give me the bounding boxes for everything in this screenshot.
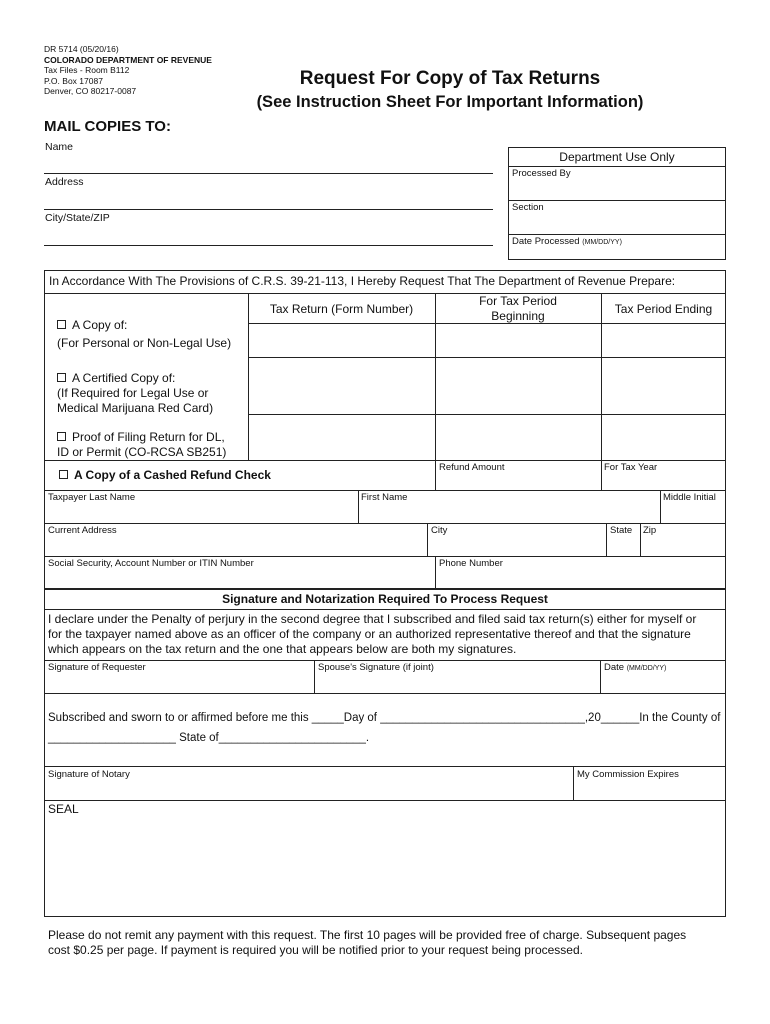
address-field[interactable] xyxy=(44,209,493,210)
proof-of-filing-checkbox[interactable] xyxy=(57,432,66,441)
mailing-address-line1: Tax Files - Room B112 xyxy=(44,65,130,75)
col-period-beginning: For Tax Period Beginning xyxy=(479,294,557,323)
signature-heading: Signature and Notarization Required To Process Request xyxy=(222,592,548,606)
processed-by-label: Processed By xyxy=(512,168,571,179)
refund-check-checkbox[interactable] xyxy=(59,470,68,479)
first-name-label: First Name xyxy=(361,492,408,503)
department-use-heading: Department Use Only xyxy=(559,150,675,164)
seal-area-label: SEAL xyxy=(48,802,79,816)
requester-signature-label: Signature of Requester xyxy=(48,662,146,673)
footer-note: Please do not remit any payment with this request. The first 10 pages will be provided free of charge. Subsequent pages cost $0.25 per page. If payment is required you will be notified prior to your request being processed. xyxy=(48,928,687,957)
taxpayer-last-name-label: Taxpayer Last Name xyxy=(48,492,136,503)
sworn-statement-line1: Subscribed and sworn to or affirmed before me this _____Day of ________________________________,20______In the County of xyxy=(48,712,721,724)
taxpayer-info-table xyxy=(44,490,726,589)
page-title: Request For Copy of Tax Returns xyxy=(299,68,601,89)
option-refund-check[interactable]: A Copy of a Cashed Refund Check xyxy=(59,468,271,483)
col-form-number: Tax Return (Form Number) xyxy=(269,302,414,316)
phone-number-label: Phone Number xyxy=(439,558,503,569)
page-subtitle: (See Instruction Sheet For Important Information) xyxy=(256,93,644,111)
certified-copy-checkbox[interactable] xyxy=(57,373,66,382)
option-proof-of-filing[interactable]: Proof of Filing Return for DL, ID or Permit (CO-RCSA SB251) xyxy=(57,430,227,459)
ssn-label: Social Security, Account Number or ITIN Number xyxy=(48,558,254,569)
form-header-block xyxy=(44,44,264,97)
middle-initial-label: Middle Initial xyxy=(663,492,716,503)
option-certified-copy[interactable]: A Certified Copy of: (If Required for Legal Use or Medical Marijuana Red Card) xyxy=(57,371,214,415)
for-tax-year-label: For Tax Year xyxy=(604,462,658,473)
city-label: City xyxy=(431,525,448,536)
copy-checkbox[interactable] xyxy=(57,320,66,329)
option-copy[interactable]: A Copy of: (For Personal or Non-Legal Use) xyxy=(57,318,232,350)
refund-amount-label: Refund Amount xyxy=(439,462,505,473)
perjury-declaration: I declare under the Penalty of perjury in the second degree that I subscribed and filed said tax return(s) either for myself or for the taxpayer named above as an officer of the company or an authorized representative thereof and that the signature which appears on the tax return and the one that appears below are both my signatures. xyxy=(48,612,697,656)
mail-copies-heading: MAIL COPIES TO: xyxy=(44,118,171,135)
department-name: COLORADO DEPARTMENT OF REVENUE xyxy=(44,54,212,65)
commission-expires-label: My Commission Expires xyxy=(577,769,679,780)
state-label: State xyxy=(610,525,633,536)
name-label: Name xyxy=(45,141,74,153)
date-processed-label: Date Processed (MM/DD/YY) xyxy=(512,236,622,247)
section-label: Section xyxy=(512,202,544,213)
sworn-statement-line2: ____________________ State of_______________________. xyxy=(48,732,370,744)
name-field[interactable] xyxy=(44,173,493,174)
zip-label: Zip xyxy=(643,525,657,536)
request-intro: In Accordance With The Provisions of C.R.S. 39-21-113, I Hereby Request That The Department of Revenue Prepare: xyxy=(49,274,676,288)
spouse-signature-label: Spouse's Signature (if joint) xyxy=(318,662,434,673)
notary-signature-label: Signature of Notary xyxy=(48,769,130,780)
signature-date-label: Date (MM/DD/YY) xyxy=(604,662,667,673)
city-state-zip-field[interactable] xyxy=(44,245,493,246)
current-address-label: Current Address xyxy=(48,525,117,536)
col-period-ending: Tax Period Ending xyxy=(614,302,713,316)
mailing-address-line2: P.O. Box 17087 xyxy=(44,75,103,86)
city-state-zip-label: City/State/ZIP xyxy=(45,212,110,224)
address-label: Address xyxy=(45,176,84,188)
mailing-address-line3: Denver, CO 80217-0087 xyxy=(44,86,137,96)
form-number: DR 5714 (05/20/16) xyxy=(44,44,119,54)
